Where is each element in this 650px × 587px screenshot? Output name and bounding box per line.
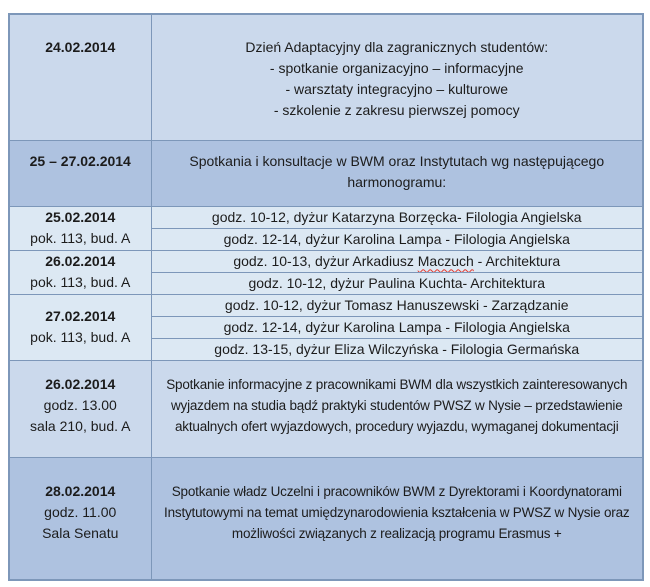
- slot-text: godz. 10-12, dyżur Paulina Kuchta- Architektura: [248, 274, 545, 291]
- date-cell: [9, 14, 151, 140]
- event-date: 28.02.2014: [45, 482, 116, 499]
- slot-cell: [151, 294, 643, 316]
- slot-cell: [151, 228, 643, 250]
- event-date: 25 – 27.02.2014: [29, 152, 131, 169]
- event-location: sala 210, bud. A: [30, 417, 131, 434]
- event-time: godz. 11.00: [44, 503, 117, 520]
- slot-text-prefix: godz. 10-13, dyżur Arkadiusz: [233, 252, 418, 269]
- date-cell: [9, 294, 151, 360]
- slot-text: godz. 10-12, dyżur Katarzyna Borzęcka- Filologia Angielska: [211, 208, 582, 225]
- event-date: 24.02.2014: [45, 39, 116, 55]
- date-cell: [9, 250, 151, 294]
- table-row: [9, 14, 643, 140]
- date-cell: [9, 457, 151, 580]
- slot-text: godz. 10-12, dyżur Tomasz Hanuszewski - Zarządzanie: [224, 296, 569, 313]
- slot-cell: [151, 206, 643, 228]
- table-row: [9, 206, 643, 228]
- misspelled-word: Maczuch: [417, 252, 474, 269]
- event-date: 27.02.2014: [45, 308, 116, 324]
- description-cell: [151, 140, 643, 206]
- slot-cell: [151, 316, 643, 338]
- table-row: [9, 250, 643, 272]
- slot-cell: [151, 272, 643, 294]
- slot-text: godz. 12-14, dyżur Karolina Lampa - Filologia Angielska: [223, 318, 570, 335]
- event-location: pok. 113, bud. A: [30, 274, 131, 290]
- event-location: Sala Senatu: [42, 524, 119, 541]
- event-line: wyjazdem na studia bądź praktyki studentów PWSZ w Nysie – przedstawienie: [170, 397, 623, 413]
- table-row: [9, 457, 643, 580]
- table-row: [9, 360, 643, 457]
- slot-cell: [151, 338, 643, 360]
- date-cell: [9, 360, 151, 457]
- event-line: Spotkanie informacyjne z pracownikami BWM dla wszystkich zainteresowanych: [166, 376, 628, 392]
- event-location: pok. 113, bud. A: [30, 329, 131, 345]
- event-date: 25.02.2014: [45, 209, 116, 225]
- event-line: Spotkania i konsultacje w BWM oraz Instytutach wg następującego: [189, 152, 605, 169]
- event-line: - warsztaty integracyjno – kulturowe: [285, 81, 509, 97]
- slot-text: godz. 13-15, dyżur Eliza Wilczyńska - Filologia Germańska: [214, 340, 580, 357]
- event-line: Spotkanie władz Uczelni i pracowników BWM z Dyrektorami i Koordynatorami: [171, 483, 622, 499]
- event-date: 26.02.2014: [45, 253, 116, 269]
- event-line: - szkolenie z zakresu pierwszej pomocy: [273, 102, 520, 118]
- date-cell: [9, 206, 151, 250]
- event-line: aktualnych ofert wyjazdowych, procedury wyjazdu, wymaganej dokumentacji: [174, 418, 619, 434]
- schedule-table: [8, 13, 644, 581]
- event-date: 26.02.2014: [45, 375, 116, 392]
- event-line: Dzień Adaptacyjny dla zagranicznych studentów:: [245, 39, 549, 55]
- slot-text: [158, 251, 637, 272]
- slot-cell: [151, 250, 643, 272]
- event-location: pok. 113, bud. A: [30, 230, 131, 246]
- description-cell: [151, 457, 643, 580]
- table-row: [9, 294, 643, 316]
- event-line: możliwości związanych z realizacją programu Erasmus +: [231, 525, 562, 541]
- event-line: harmonogramu:: [347, 173, 447, 190]
- event-line: Instytutowymi na temat umiędzynarodowienia kształcenia w PWSZ w Nysie oraz: [164, 504, 630, 520]
- event-time: godz. 13.00: [43, 396, 117, 413]
- description-cell: [151, 360, 643, 457]
- table-row: [9, 140, 643, 206]
- slot-text-suffix: - Architektura: [473, 252, 561, 269]
- event-line: - spotkanie organizacyjno – informacyjne: [269, 60, 524, 76]
- description-cell: [151, 14, 643, 140]
- slot-text: godz. 12-14, dyżur Karolina Lampa - Filologia Angielska: [223, 230, 570, 247]
- date-cell: [9, 140, 151, 206]
